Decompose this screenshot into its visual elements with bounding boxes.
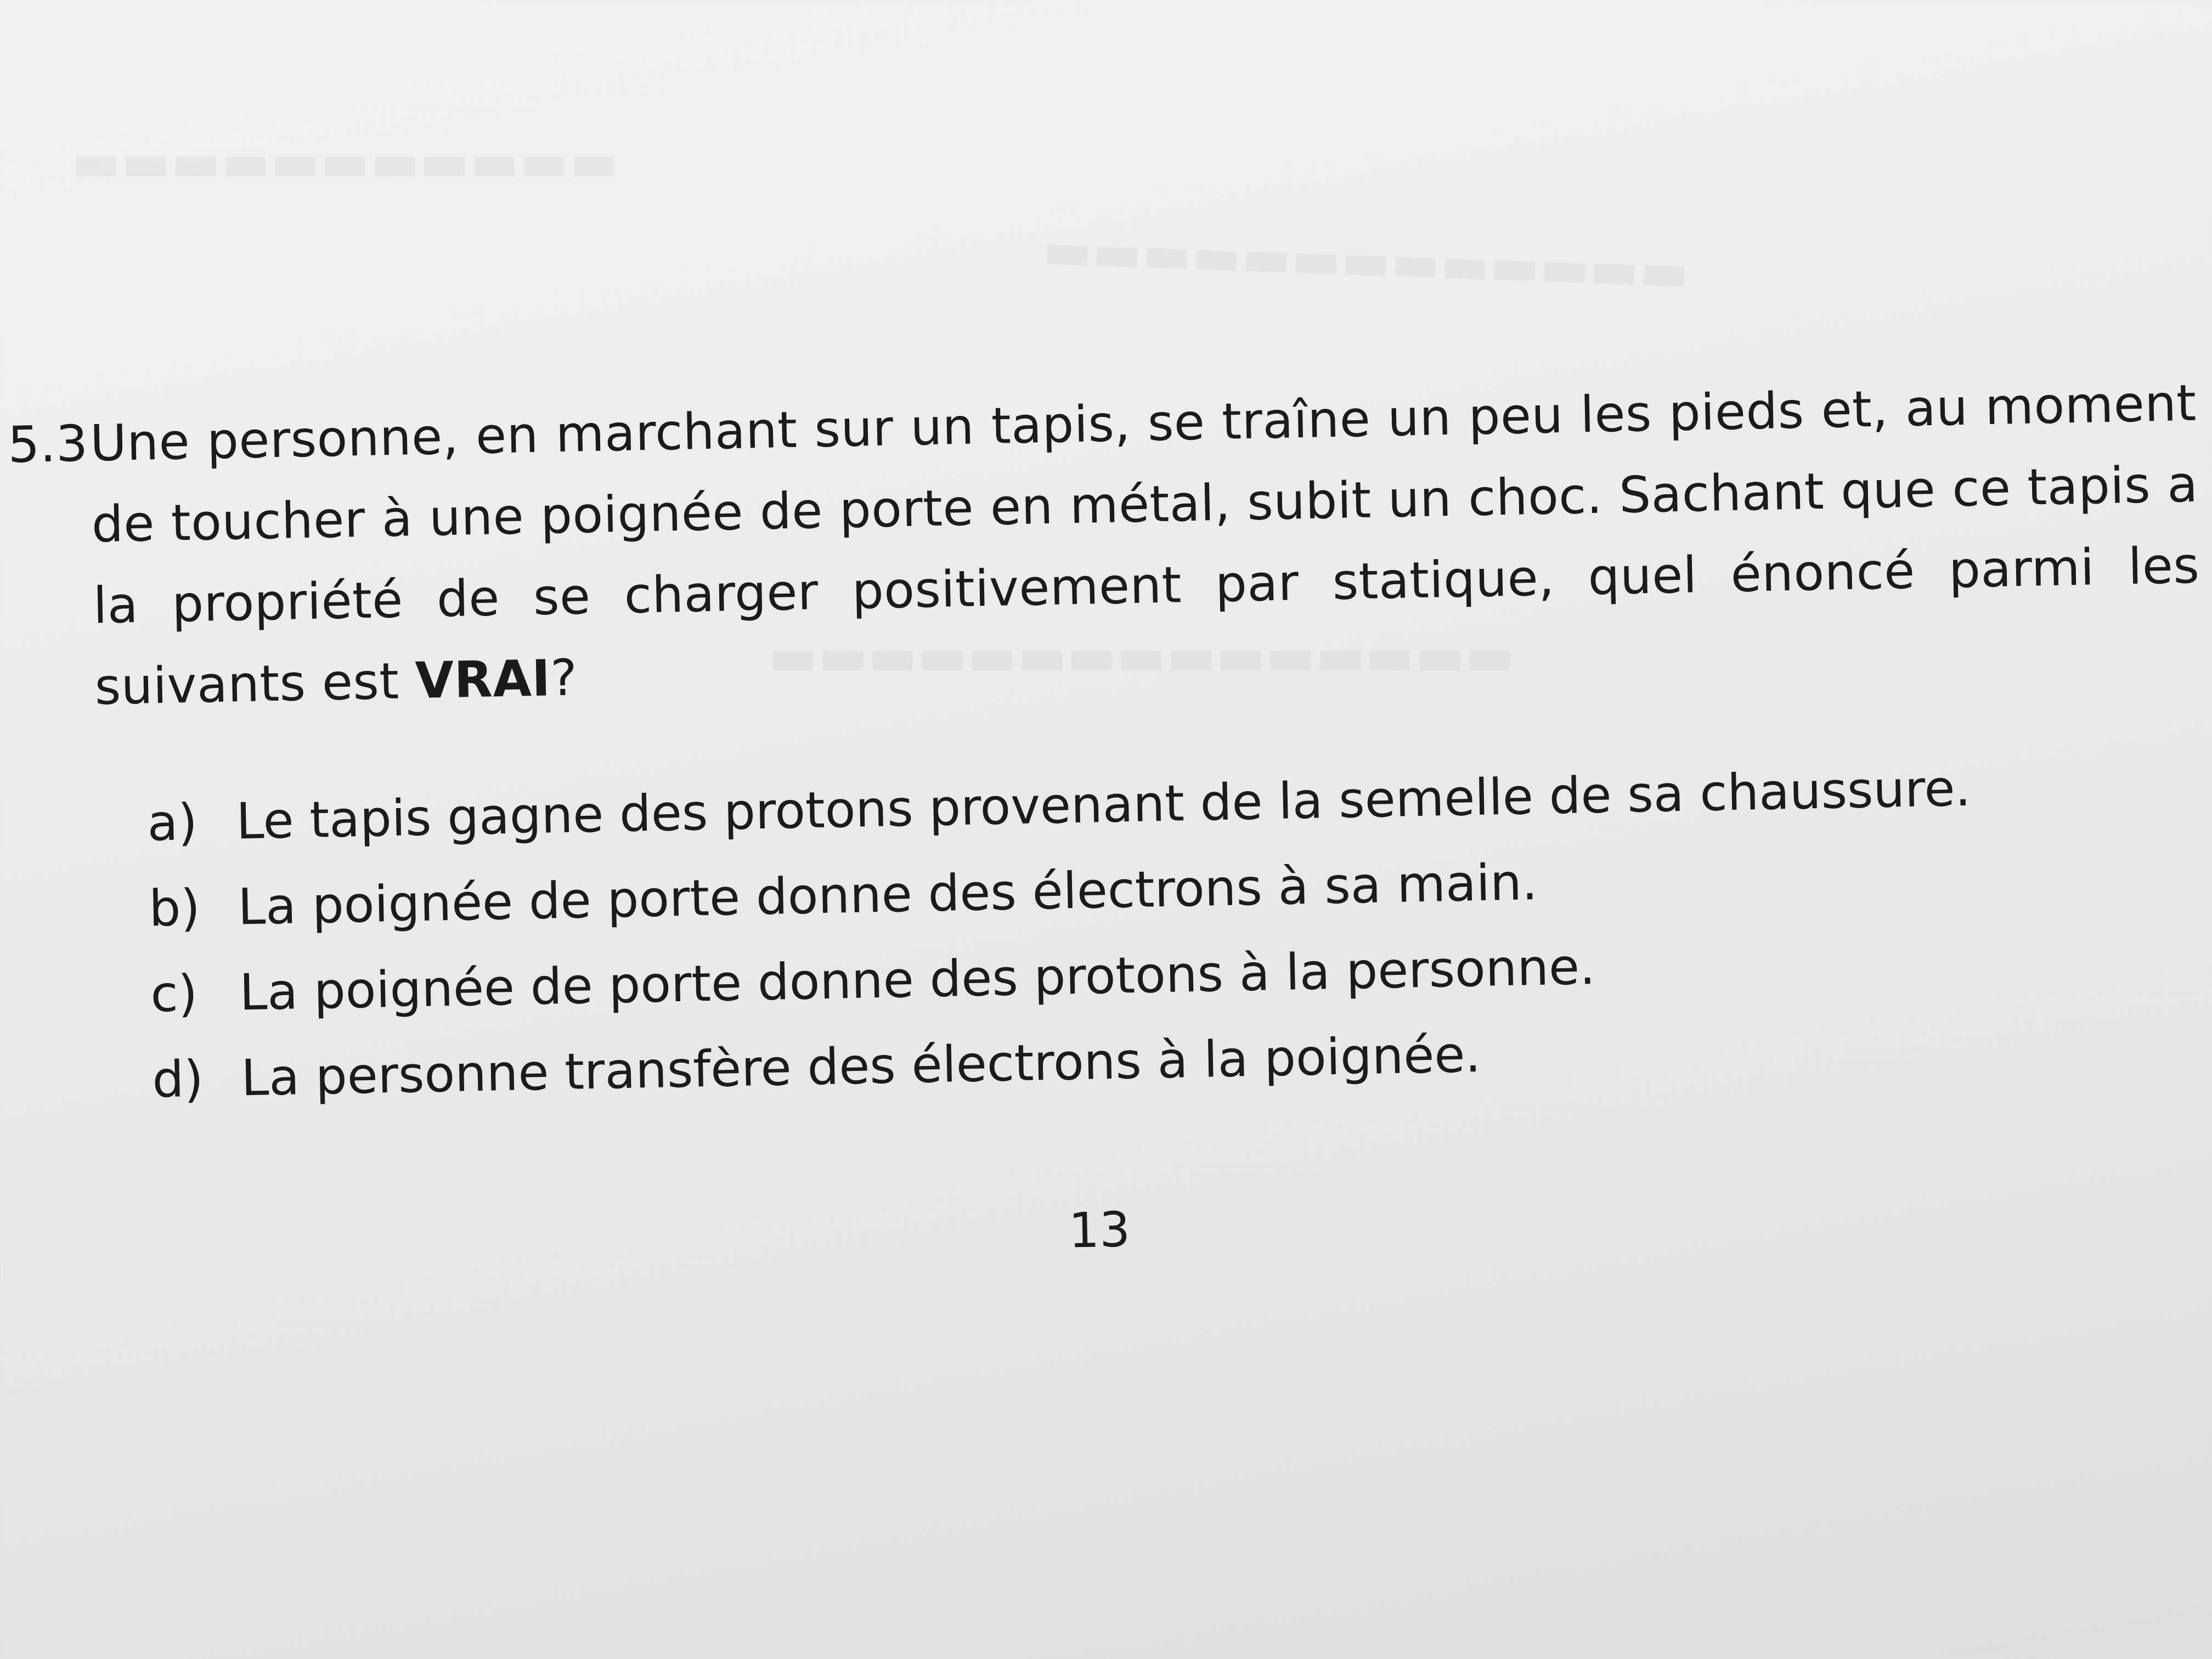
question-text <box>89 363 2202 729</box>
option-letter: b) <box>148 879 201 938</box>
option-text: Le tapis gagne des protons provenant de la semelle de sa chaussure. <box>235 759 1972 851</box>
question-emphasis: VRAI <box>414 650 551 710</box>
question-body: Une personne, en marchant sur un tapis, se traîne un peu les pieds et, au moment de toucher à une poignée de porte en métal, subit un choc. Sachant que ce tapis a la propriété de se charger positivement par statique, quel énoncé parmi les suivants est <box>89 374 2200 716</box>
page-number: 13 <box>1068 1201 1131 1259</box>
show-through-mark: ▬▬▬▬▬▬▬▬▬▬▬ <box>71 132 619 193</box>
answer-options <box>146 745 2018 1123</box>
show-through-mark: ▬▬▬▬▬▬▬▬▬▬▬▬▬ <box>1041 219 1690 303</box>
option-letter: d) <box>151 1050 204 1109</box>
show-through-mark: ▬▬▬▬▬▬▬▬▬▬▬▬▬▬▬ <box>768 625 1515 687</box>
option-text: La personne transfère des électrons à la poignée. <box>240 1026 1482 1108</box>
option-letter: c) <box>150 964 199 1024</box>
question-end: ? <box>550 649 578 708</box>
option-letter: a) <box>146 793 198 853</box>
question-block <box>7 363 2202 730</box>
option-text: La poignée de porte donne des électrons à sa main. <box>237 853 1538 936</box>
question-number: 5.3 <box>7 415 89 475</box>
option-text: La poignée de porte donne des protons à la personne. <box>239 938 1596 1022</box>
